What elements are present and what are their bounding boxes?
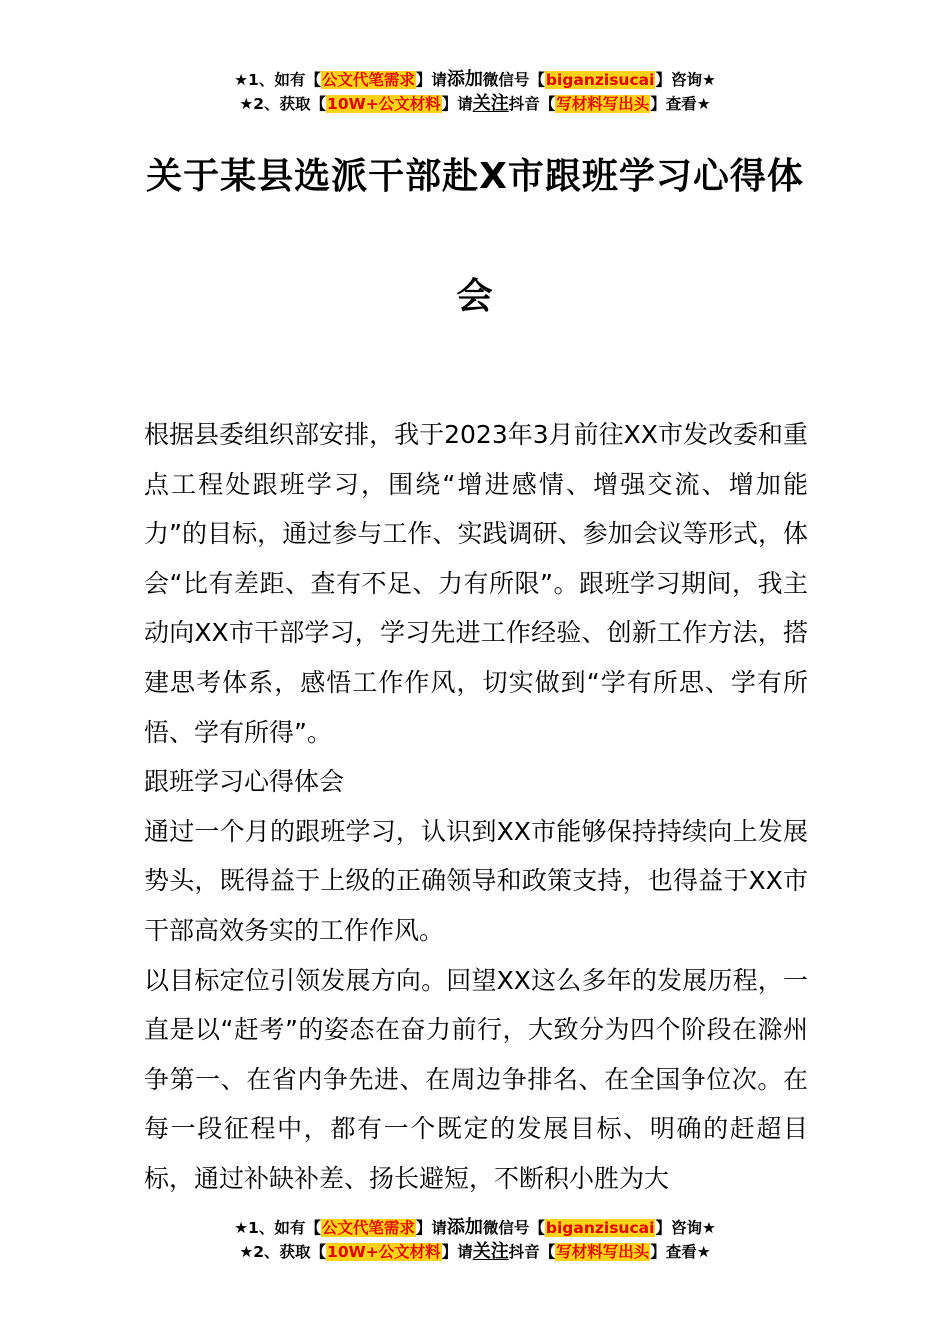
banner-text: 】查看★: [650, 95, 711, 113]
banner-text: ★1、如有【: [234, 1219, 321, 1237]
banner-text: 】请: [415, 1219, 447, 1237]
banner-line-1: [0, 68, 950, 92]
paragraph: 根据县委组织部安排，我于2023年3月前往XX市发改委和重点工程处跟班学习，围绕“增进感情、增强交流、增加能力”的目标，通过参与工作、实践调研、参加会议等形式，体会“比有差距、查有不足、力有所限”。跟班学习期间，我主动向XX市干部学习，学习先进工作经验、创新工作方法，搭建思考体系，感悟工作作风，切实做到“学有所思、学有所悟、学有所得”。: [144, 420, 808, 747]
banner-highlight-wechat: biganzisucai: [545, 71, 655, 89]
banner-text: ★1、如有【: [234, 71, 321, 89]
banner-text: 】咨询★: [655, 1219, 716, 1237]
banner-text: 】咨询★: [655, 71, 716, 89]
banner-emphasis: 关注: [472, 93, 509, 114]
banner-text: ★2、获取【: [239, 1243, 327, 1261]
section-heading: 跟班学习心得体会: [144, 767, 345, 797]
banner-highlight: 公文代笔需求: [321, 71, 415, 89]
banner-text: 】请: [441, 1243, 473, 1261]
banner-highlight: 公文代笔需求: [321, 1219, 415, 1237]
banner-highlight-douyin: 写材料写出头: [556, 1243, 650, 1261]
paragraph: 通过一个月的跟班学习，认识到XX市能够保持持续向上发展势头，既得益于上级的正确领导和政策支持，也得益于XX市干部高效务实的工作作风。: [144, 816, 808, 945]
banner-text: 】查看★: [650, 1243, 711, 1261]
footer-banner: [0, 1216, 950, 1264]
banner-emphasis: 添加: [446, 69, 483, 90]
banner-line-2: [0, 92, 950, 116]
banner-text: 抖音【: [508, 95, 556, 113]
banner-emphasis: 关注: [472, 1241, 509, 1262]
document-title: 关于某县选派干部赴X市跟班学习心得体: [146, 156, 804, 197]
banner-highlight-wechat: biganzisucai: [545, 1219, 655, 1237]
banner-text: 微信号【: [482, 71, 545, 89]
banner-text: 抖音【: [508, 1243, 556, 1261]
banner-highlight-douyin: 写材料写出头: [556, 95, 650, 113]
banner-text: ★2、获取【: [239, 95, 327, 113]
document-body: [144, 410, 808, 1204]
banner-highlight: 10W+公文材料: [327, 1243, 441, 1261]
banner-line-2: [0, 1240, 950, 1264]
banner-text: 】请: [415, 71, 447, 89]
document-title-continued: 会: [456, 276, 494, 317]
header-banner: [0, 68, 950, 116]
paragraph: 以目标定位引领发展方向。回望XX这么多年的发展历程，一直是以“赶考”的姿态在奋力前行，大致分为四个阶段在滁州争第一、在省内争先进、在周边争排名、在全国争位次。在每一段征程中，都有一个既定的发展目标、明确的赶超目标，通过补缺补差、扬长避短，不断积小胜为大: [144, 965, 808, 1193]
banner-line-1: [0, 1216, 950, 1240]
banner-highlight: 10W+公文材料: [327, 95, 441, 113]
banner-text: 微信号【: [482, 1219, 545, 1237]
banner-text: 】请: [441, 95, 473, 113]
banner-emphasis: 添加: [446, 1217, 483, 1238]
